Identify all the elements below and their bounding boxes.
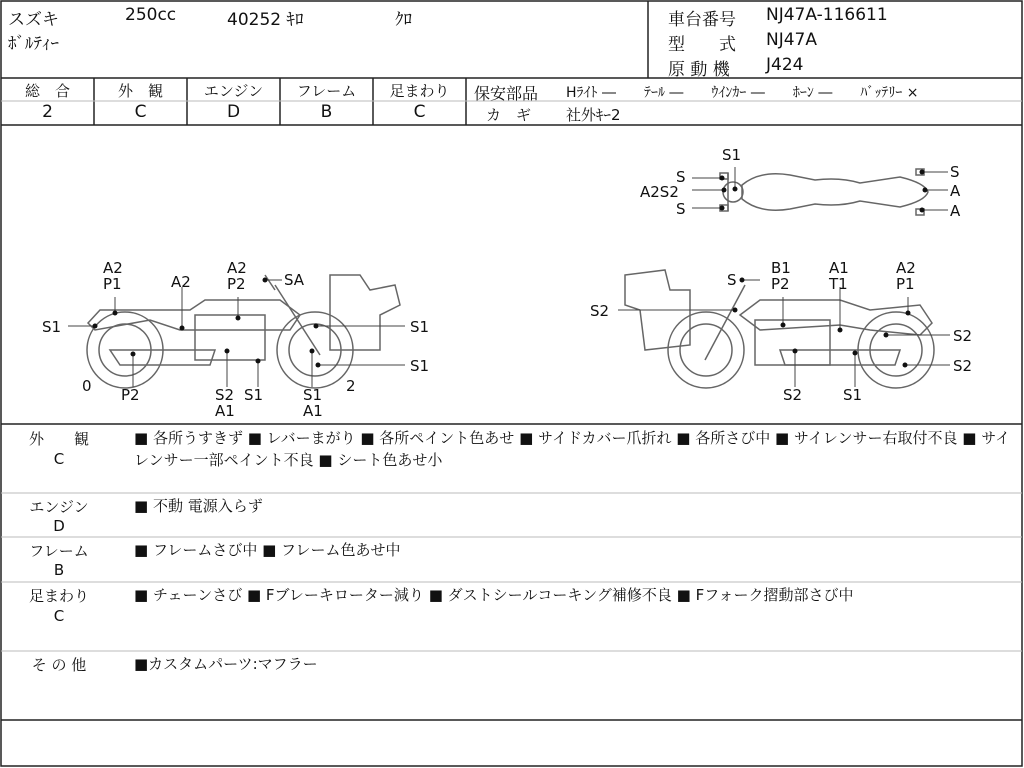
right-label-s: S (727, 271, 737, 289)
left-label-p2: P2 (121, 386, 140, 404)
top-label-a-rear-lower: A (950, 202, 961, 220)
right-label-s2-bottom: S2 (783, 386, 803, 404)
top-label-a-rear: A (950, 182, 961, 200)
section-suspension-text: ■ チェーンさび ■ Fブレーキローター減り ■ ダストシールコーキング補修不良 ■ Fフォーク摺動部さび中 (134, 586, 854, 604)
right-label-a1-t1: A1 T1 (829, 259, 849, 293)
left-label-s1-right1: S1 (410, 318, 430, 336)
left-label-s1-right2: S1 (410, 357, 430, 375)
rating-label-exterior: 外 観 (117, 82, 163, 100)
left-label-sa: SA (284, 271, 305, 289)
section-exterior-grade: C (53, 450, 65, 468)
engine-code: J424 (766, 55, 804, 75)
section-suspension-name: 足まわり (28, 587, 89, 605)
left-label-s1-bottom: S1 (244, 386, 264, 404)
section-frame-name: フレーム (29, 542, 89, 560)
rating-label-suspension: 足まわり (389, 82, 450, 100)
section-other-text: ■カスタムパーツ:マフラー (134, 655, 318, 673)
right-label-s2-left: S2 (590, 302, 610, 320)
section-frame-text: ■ フレームさび中 ■ フレーム色あせ中 (134, 541, 401, 559)
mileage: 40252 ｷﾛ (227, 10, 304, 30)
left-label-zero: 0 (82, 377, 92, 395)
section-other-name: そ の 他 (31, 656, 87, 674)
displacement: 250cc (125, 5, 177, 25)
top-label-s-rear: S (950, 163, 960, 181)
section-frame-grade: B (53, 561, 65, 579)
left-label-s1-a1: S1 A1 (303, 386, 323, 420)
left-label-s2-a1: S2 A1 (215, 386, 235, 420)
left-label-a2: A2 (171, 273, 191, 291)
section-exterior-text: ■ 各所うすきず ■ レバーまがり ■ 各所ペイント色あせ ■ サイドカバー爪折れ ■ 各所さび中 ■ サイレンサー右取付不良 ■ サイレンサー一部ペイント不良 ■ シート色あせ小 (134, 429, 1011, 469)
frame-no: NJ47A-116611 (766, 5, 888, 25)
top-label-a2s2: A2S2 (640, 183, 679, 201)
left-label-two: 2 (346, 377, 356, 395)
safety-items: Hﾗｲﾄ ― ﾃｰﾙ ― ｳｲﾝｶｰ ― ﾎｰﾝ ― ﾊﾞｯﾃﾘｰ × (566, 85, 919, 101)
right-label-s2-right2: S2 (953, 357, 973, 375)
rating-value-engine: D (226, 102, 241, 122)
top-label-s1: S1 (722, 146, 742, 164)
rating-value-exterior: C (134, 102, 147, 122)
type-label: 型 式 (668, 35, 736, 55)
rating-label-frame: フレーム (296, 82, 357, 100)
section-engine-name: エンジン (29, 498, 89, 516)
rating-label-total: 総 合 (24, 82, 70, 100)
right-label-s1-bottom: S1 (843, 386, 863, 404)
left-label-a2-p1: A2 P1 (103, 259, 123, 293)
rating-value-frame: B (320, 102, 333, 122)
color: ｸﾛ (395, 10, 412, 30)
rating-label-engine: エンジン (203, 82, 264, 100)
top-view-bike (720, 169, 928, 215)
maker: スズキ (8, 10, 59, 30)
section-engine-grade: D (53, 517, 65, 535)
section-exterior-name: 外 観 (28, 430, 89, 448)
safety-label: 保安部品 (474, 84, 539, 103)
key-value: 社外ｷｰ2 (566, 106, 621, 124)
key-label: カ ギ (486, 106, 532, 124)
section-engine-text: ■ 不動 電源入らず (134, 497, 263, 515)
left-label-a2-p2: A2 P2 (227, 259, 247, 293)
frame-no-label: 車台番号 (668, 10, 736, 30)
right-label-a2-p1: A2 P1 (896, 259, 916, 293)
top-label-s-upper: S (676, 168, 686, 186)
top-label-s-lower: S (676, 200, 686, 218)
section-suspension-grade: C (53, 607, 65, 625)
motorcycle-diagram (0, 125, 1024, 425)
rating-value-total: 2 (42, 102, 53, 122)
right-label-s2-right1: S2 (953, 327, 973, 345)
rating-value-suspension: C (413, 102, 426, 122)
model-name: ﾎﾞﾙﾃｨｰ (8, 34, 59, 54)
right-label-b1-p2: B1 P2 (771, 259, 791, 293)
left-label-s1-front: S1 (42, 318, 62, 336)
type: NJ47A (766, 30, 817, 50)
engine-label: 原 動 機 (668, 60, 730, 80)
